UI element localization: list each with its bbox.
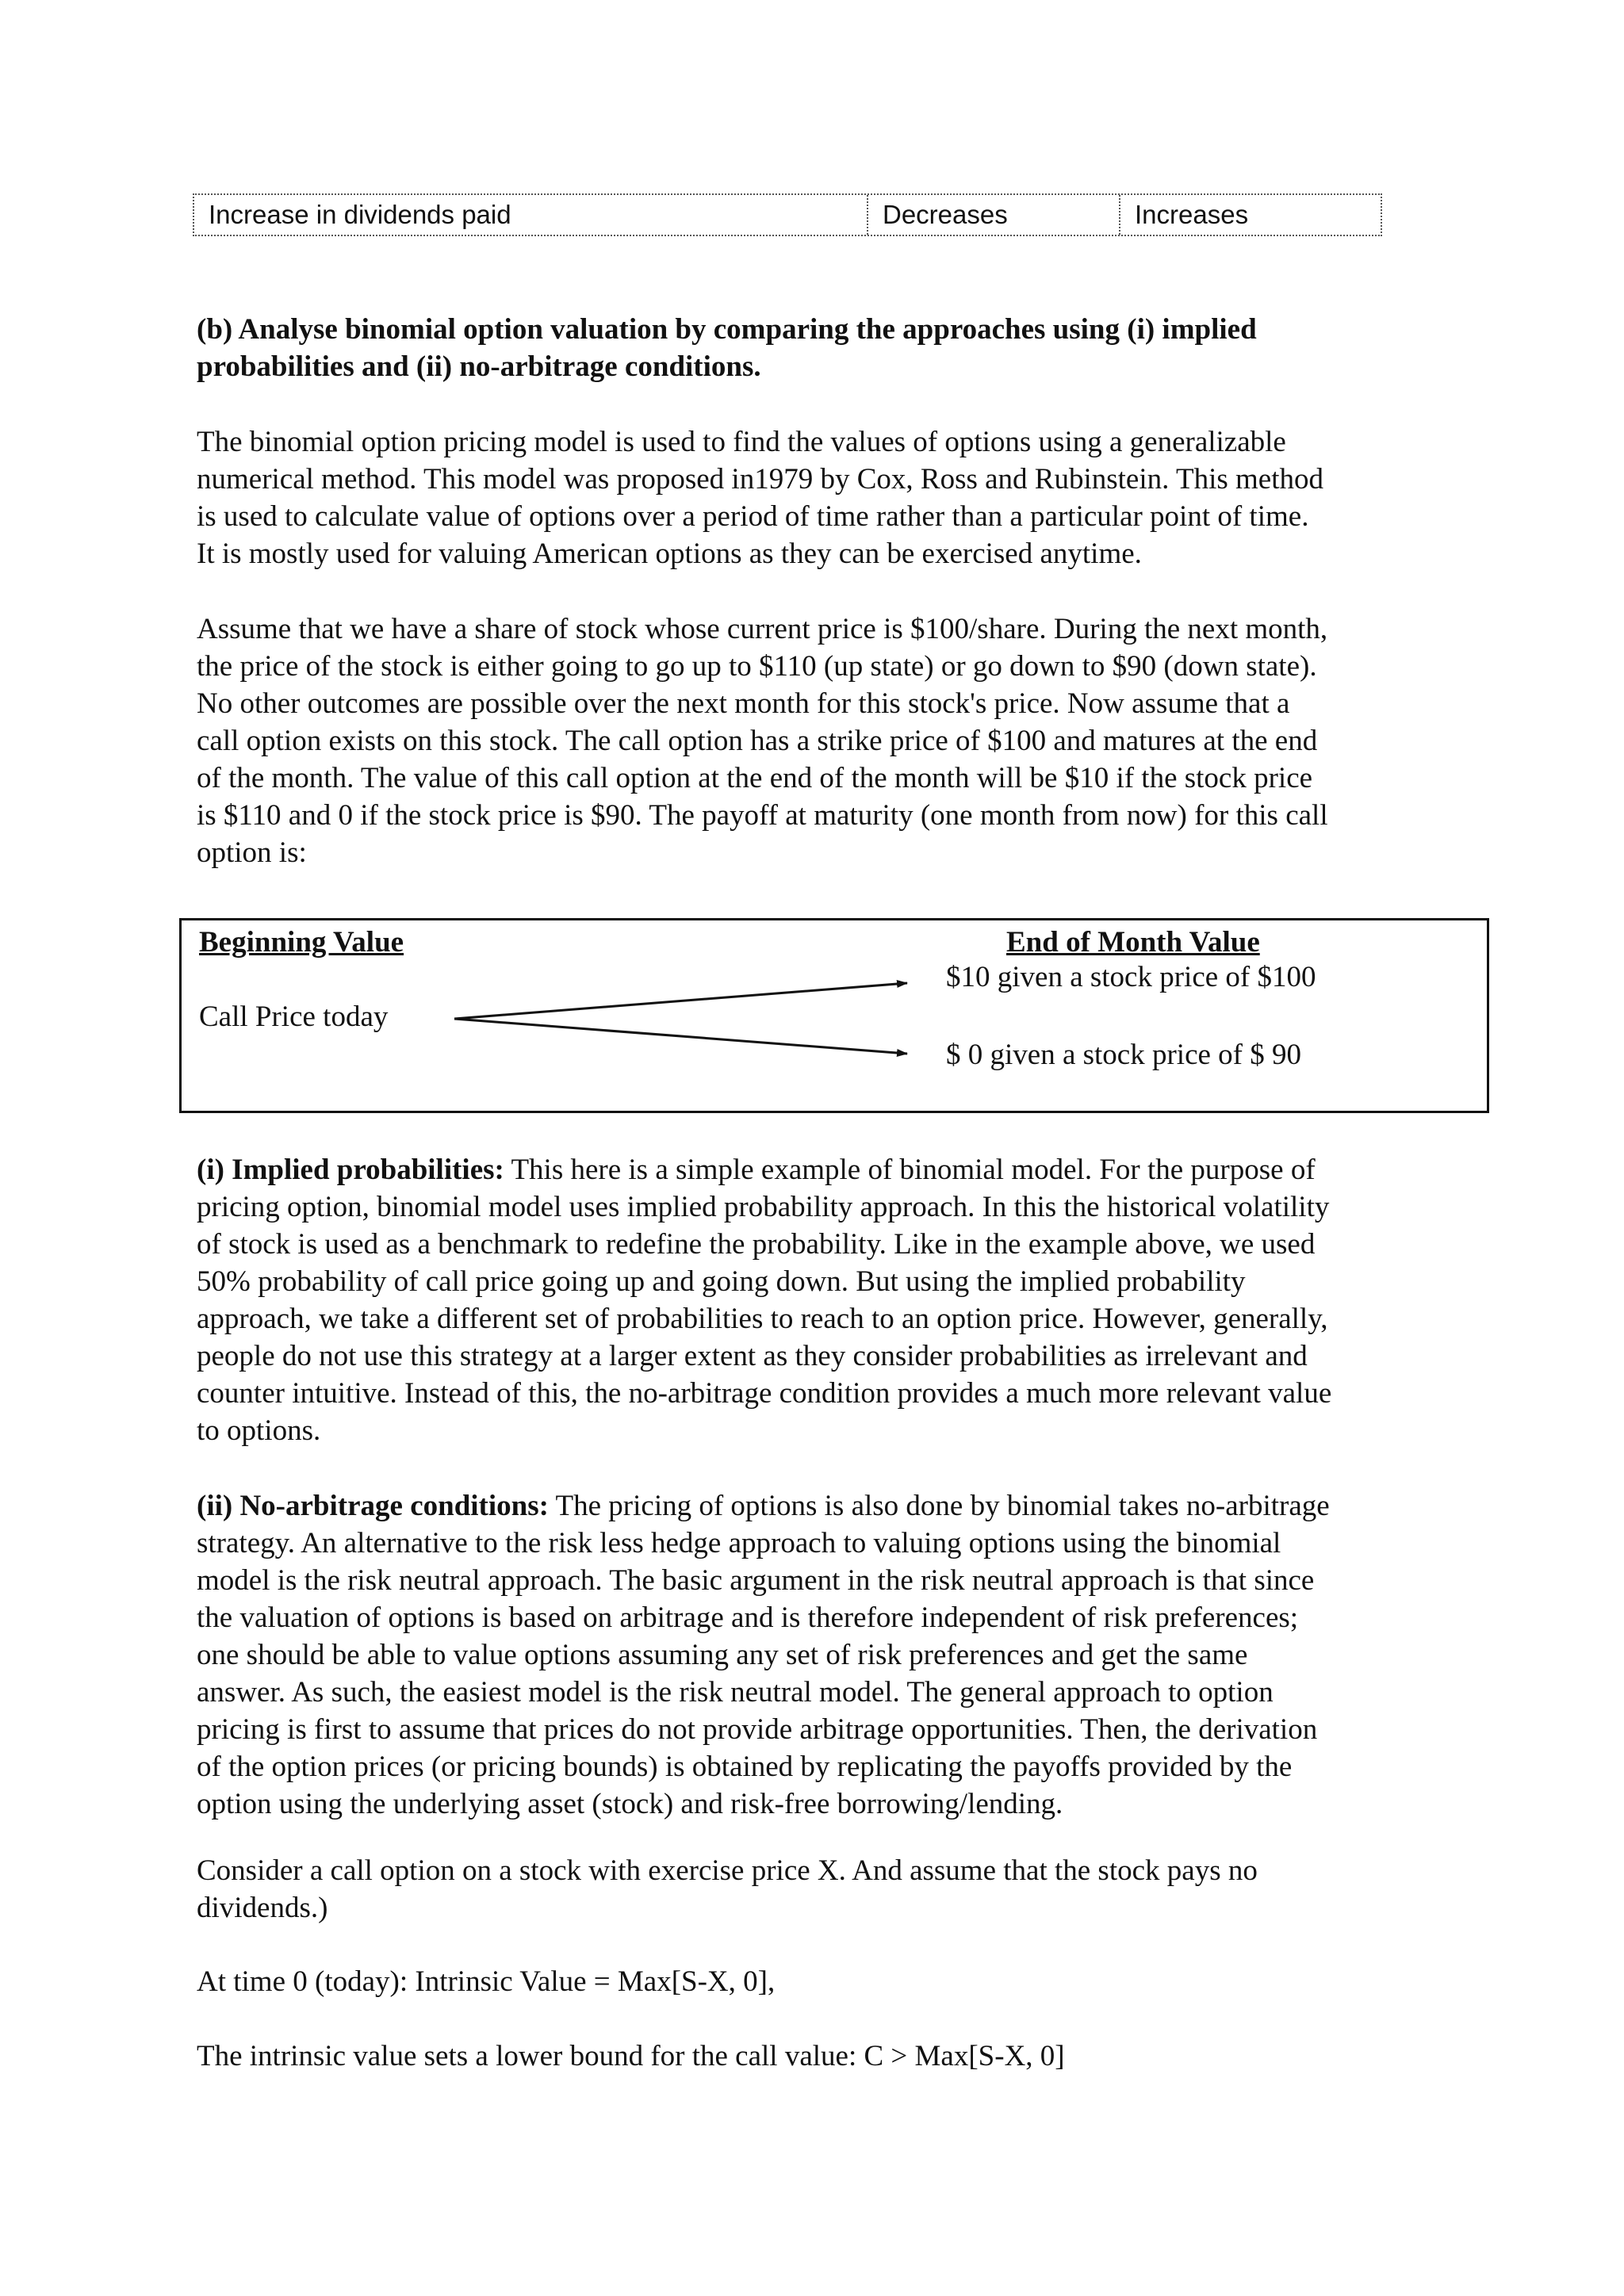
intro-paragraph: The binomial option pricing model is used to find the values of options using a generalizable numerical method. This model was proposed in1979 by Cox, Ross and Rubinstein. This method is used to calculate value of options over a period of time rather than a particular point of time. It is mostly used for valuing American options as they can be exercised anytime. [197, 426, 1323, 570]
put-effect-cell: Increases [1119, 195, 1381, 235]
implied-probabilities-paragraph: (i) Implied probabilities: This here is a simple example of binomial model. For the purpose of pricing option, binomial model uses implied probability approach. In this the historical volatility of stock is used as a benchmark to redefine the probability. Like in the example above, we used 50% probability of call price going up and going down. But using the implied probability approach, we take a different set of probabilities to reach to an option price. However, generally, people do not use this strategy at a larger extent as they consider probabilities as irrelevant and counter intuitive. Instead of this, the no-arbitrage condition provides a much more relevant value to options. [197, 1154, 1332, 1447]
lower-bound-statement: The intrinsic value sets a lower bound for the call value: C > Max[S-X, 0] [197, 2040, 1065, 2072]
down-outcome: $ 0 given a stock price of $ 90 [946, 1039, 1301, 1071]
consider-paragraph: Consider a call option on a stock with exercise price X. And assume that the stock pays no dividends.) [197, 1854, 1258, 1924]
implied-label: (i) Implied probabilities: [197, 1154, 504, 1186]
end-value-header: End of Month Value [1006, 926, 1260, 959]
time-zero-statement: At time 0 (today): Intrinsic Value = Max[S-X, 0], [197, 1965, 776, 1998]
down-arrow [454, 1019, 907, 1054]
beginning-value-header: Beginning Value [199, 926, 404, 959]
up-outcome: $10 given a stock price of $100 [946, 961, 1316, 993]
no-arbitrage-label: (ii) No-arbitrage conditions: [197, 1490, 549, 1522]
no-arbitrage-paragraph: (ii) No-arbitrage conditions: The pricing of options is also done by binomial takes no-arbitrage strategy. An alternative to the risk less hedge approach to valuing options using the binomial model is the risk neutral approach. The basic argument in the risk neutral approach is that since the valuation of options is based on arbitrage and is therefore independent of risk preferences; one should be able to value options assuming any set of risk preferences and get the same answer. As such, the easiest model is the risk neutral model. The general approach to option pricing is first to assume that prices do not provide arbitrage opportunities. Then, the derivation of the option prices (or pricing bounds) is obtained by replicating the payoffs provided by the option using the underlying asset (stock) and risk-free borrowing/lending. [197, 1490, 1330, 1820]
call-effect-cell: Decreases [867, 195, 1119, 235]
section-b-heading: (b) Analyse binomial option valuation by comparing the approaches using (i) implied probabilities and (ii) no-arbitrage conditions. [197, 313, 1257, 383]
payoff-diagram [179, 918, 1489, 1113]
option-factor-table-row [193, 193, 1382, 236]
factor-cell: Increase in dividends paid [209, 200, 511, 229]
example-paragraph: Assume that we have a share of stock whose current price is $100/share. During the next month, the price of the stock is either going to go up to $110 (up state) or go down to $90 (down state). No other outcomes are possible over the next month for this stock's price. Now assume that a call option exists on this stock. The call option has a strike price of $100 and matures at the end of the month. The value of this call option at the end of the month will be $10 if the stock price is $110 and 0 if the stock price is $90. The payoff at maturity (one month from now) for this call option is: [197, 613, 1328, 869]
call-price-label: Call Price today [199, 1001, 389, 1033]
up-arrow [454, 983, 907, 1019]
